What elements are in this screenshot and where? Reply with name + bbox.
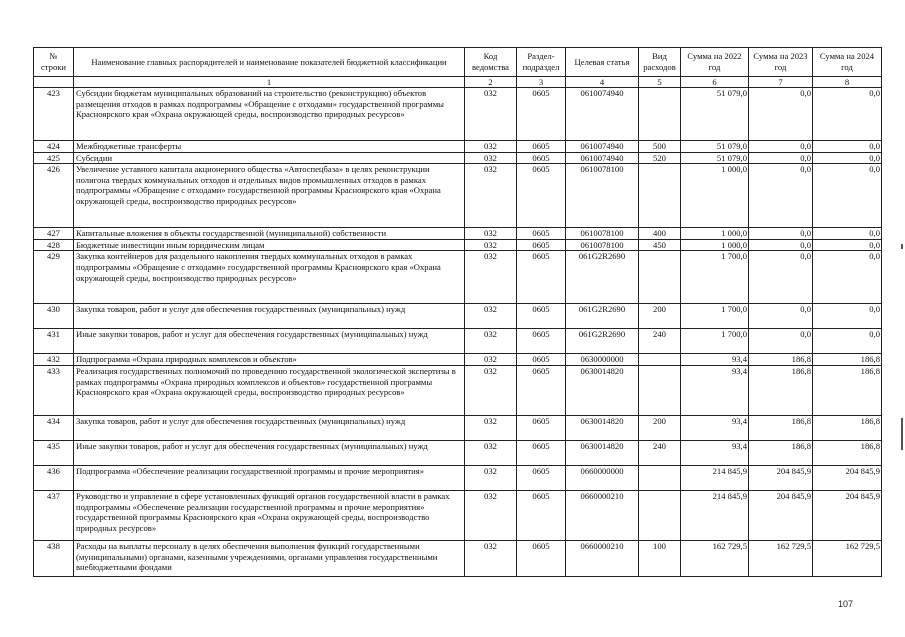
- row-name: Закупка товаров, работ и услуг для обеспечения государственных (муниципальных) нужд: [74, 304, 465, 329]
- row-target: 061G2R2690: [566, 251, 639, 304]
- row-dept: 032: [465, 251, 517, 304]
- row-sum-2022: 51 079,0: [681, 141, 749, 153]
- table-row: [34, 465, 882, 490]
- row-kind: 100: [639, 540, 681, 576]
- row-kind: [639, 354, 681, 366]
- index-cell: 6: [681, 77, 749, 88]
- row-sum-2024: 0,0: [813, 329, 882, 354]
- header-kind: Вид расходов: [639, 48, 681, 77]
- header-sum-2022: Сумма на 2022 год: [681, 48, 749, 77]
- row-target: 0630014820: [566, 415, 639, 440]
- table-header-row: [34, 48, 882, 77]
- row-sum-2024: 0,0: [813, 152, 882, 164]
- row-number: 435: [34, 440, 74, 465]
- row-target: 0660000210: [566, 490, 639, 540]
- row-kind: [639, 88, 681, 141]
- row-dept: 032: [465, 465, 517, 490]
- index-cell: 8: [813, 77, 882, 88]
- row-kind: 200: [639, 304, 681, 329]
- row-section: 0605: [517, 228, 566, 240]
- row-target: 0610074940: [566, 152, 639, 164]
- row-number: 437: [34, 490, 74, 540]
- row-number: 432: [34, 354, 74, 366]
- row-sum-2024: 186,8: [813, 354, 882, 366]
- row-kind: 240: [639, 440, 681, 465]
- row-number: 433: [34, 365, 74, 415]
- row-sum-2024: 0,0: [813, 251, 882, 304]
- row-number: 429: [34, 251, 74, 304]
- row-sum-2024: 0,0: [813, 141, 882, 153]
- row-kind: 450: [639, 239, 681, 251]
- row-name: Подпрограмма «Обеспечение реализации государственной программы и прочие мероприятия»: [74, 465, 465, 490]
- row-sum-2023: 0,0: [749, 239, 813, 251]
- row-section: 0605: [517, 354, 566, 366]
- row-sum-2023: 0,0: [749, 164, 813, 228]
- row-dept: 032: [465, 228, 517, 240]
- row-dept: 032: [465, 440, 517, 465]
- row-section: 0605: [517, 465, 566, 490]
- row-sum-2022: 51 079,0: [681, 152, 749, 164]
- page-number: 107: [838, 599, 854, 609]
- row-kind: [639, 164, 681, 228]
- row-section: 0605: [517, 490, 566, 540]
- row-sum-2023: 0,0: [749, 329, 813, 354]
- row-sum-2023: 0,0: [749, 228, 813, 240]
- column-index-row: [34, 77, 882, 88]
- table-row: [34, 365, 882, 415]
- row-sum-2022: 1 700,0: [681, 251, 749, 304]
- row-sum-2024: 0,0: [813, 164, 882, 228]
- row-sum-2022: 1 000,0: [681, 228, 749, 240]
- row-number: 428: [34, 239, 74, 251]
- row-section: 0605: [517, 304, 566, 329]
- row-number: 438: [34, 540, 74, 576]
- row-target: 0660000000: [566, 465, 639, 490]
- row-sum-2023: 186,8: [749, 354, 813, 366]
- scan-edge-mark: [901, 418, 903, 450]
- index-cell: 1: [74, 77, 465, 88]
- row-section: 0605: [517, 251, 566, 304]
- header-dept: Код ведомства: [465, 48, 517, 77]
- row-number: 436: [34, 465, 74, 490]
- row-sum-2023: 0,0: [749, 251, 813, 304]
- row-section: 0605: [517, 540, 566, 576]
- index-cell: 4: [566, 77, 639, 88]
- row-name: Руководство и управление в сфере установленных функций органов государственной власти в рамках подпрограммы «Обеспечение реализации государственной программы и прочие мероприятия» государственной программы Красноярского края «Охрана окружающей среды, воспроизводство природных ресурсов»: [74, 490, 465, 540]
- row-number: 431: [34, 329, 74, 354]
- table-row: [34, 88, 882, 141]
- row-section: 0605: [517, 415, 566, 440]
- row-sum-2024: 186,8: [813, 440, 882, 465]
- row-name: Иные закупки товаров, работ и услуг для обеспечения государственных (муниципальных) нужд: [74, 440, 465, 465]
- header-num: № строки: [34, 48, 74, 77]
- row-target: 061G2R2690: [566, 304, 639, 329]
- header-name: Наименование главных распорядителей и наименование показателей бюджетной классификации: [74, 48, 465, 77]
- row-sum-2024: 0,0: [813, 88, 882, 141]
- row-sum-2023: 186,8: [749, 440, 813, 465]
- row-sum-2022: 93,4: [681, 365, 749, 415]
- row-number: 434: [34, 415, 74, 440]
- row-section: 0605: [517, 329, 566, 354]
- row-name: Субсидии: [74, 152, 465, 164]
- row-name: Межбюджетные трансферты: [74, 141, 465, 153]
- row-sum-2024: 186,8: [813, 415, 882, 440]
- row-sum-2023: 162 729,5: [749, 540, 813, 576]
- row-dept: 032: [465, 365, 517, 415]
- row-number: 426: [34, 164, 74, 228]
- table-row: [34, 228, 882, 240]
- row-dept: 032: [465, 239, 517, 251]
- table-row: [34, 540, 882, 576]
- table-row: [34, 239, 882, 251]
- row-sum-2024: 0,0: [813, 239, 882, 251]
- table-row: [34, 440, 882, 465]
- table-row: [34, 354, 882, 366]
- row-name: Реализация государственных полномочий по проведению государственной экологической экспертизы в рамках подпрограммы «Охрана природных комплексов и объектов» государственной программы Красноярского края «Охрана окружающей среды, воспроизводство природных ресурсов»: [74, 365, 465, 415]
- row-dept: 032: [465, 354, 517, 366]
- row-name: Субсидии бюджетам муниципальных образований на строительство (реконструкцию) объектов размещения отходов в рамках подпрограммы «Обращение с отходами» государственной программы Красноярского края «Охрана окружающей среды, воспроизводство природных ресурсов»: [74, 88, 465, 141]
- row-sum-2022: 1 700,0: [681, 329, 749, 354]
- row-dept: 032: [465, 329, 517, 354]
- row-dept: 032: [465, 490, 517, 540]
- row-kind: [639, 490, 681, 540]
- row-name: Бюджетные инвестиции иным юридическим лицам: [74, 239, 465, 251]
- row-target: 0610078100: [566, 239, 639, 251]
- row-sum-2024: 204 845,9: [813, 490, 882, 540]
- row-section: 0605: [517, 164, 566, 228]
- row-sum-2022: 93,4: [681, 415, 749, 440]
- table-row: [34, 304, 882, 329]
- row-sum-2022: 214 845,9: [681, 465, 749, 490]
- table-body: [34, 88, 882, 577]
- row-sum-2023: 0,0: [749, 88, 813, 141]
- row-name: Иные закупки товаров, работ и услуг для обеспечения государственных (муниципальных) нужд: [74, 329, 465, 354]
- row-name: Подпрограмма «Охрана природных комплексов и объектов»: [74, 354, 465, 366]
- table-row: [34, 152, 882, 164]
- row-sum-2023: 186,8: [749, 415, 813, 440]
- row-sum-2023: 0,0: [749, 304, 813, 329]
- row-target: 0610074940: [566, 88, 639, 141]
- row-sum-2023: 204 845,9: [749, 490, 813, 540]
- row-name: Закупка товаров, работ и услуг для обеспечения государственных (муниципальных) нужд: [74, 415, 465, 440]
- row-section: 0605: [517, 365, 566, 415]
- row-number: 427: [34, 228, 74, 240]
- row-section: 0605: [517, 239, 566, 251]
- row-kind: 520: [639, 152, 681, 164]
- row-sum-2022: 1 700,0: [681, 304, 749, 329]
- row-sum-2022: 214 845,9: [681, 490, 749, 540]
- row-kind: [639, 365, 681, 415]
- row-sum-2024: 204 845,9: [813, 465, 882, 490]
- row-name: Закупка контейнеров для раздельного накопления твердых коммунальных отходов в рамках подпрограммы «Обращение с отходами» государственной программы Красноярского края «Охрана окружающей среды, воспроизводство природных ресурсов»: [74, 251, 465, 304]
- header-section: Раздел-подраздел: [517, 48, 566, 77]
- budget-table: [33, 47, 882, 577]
- row-sum-2023: 186,8: [749, 365, 813, 415]
- row-dept: 032: [465, 540, 517, 576]
- table-row: [34, 141, 882, 153]
- row-kind: 200: [639, 415, 681, 440]
- row-section: 0605: [517, 141, 566, 153]
- row-sum-2022: 1 000,0: [681, 239, 749, 251]
- index-cell: 3: [517, 77, 566, 88]
- index-cell: [34, 77, 74, 88]
- row-sum-2022: 93,4: [681, 354, 749, 366]
- row-dept: 032: [465, 164, 517, 228]
- row-number: 424: [34, 141, 74, 153]
- row-target: 0630000000: [566, 354, 639, 366]
- row-sum-2023: 0,0: [749, 141, 813, 153]
- row-number: 423: [34, 88, 74, 141]
- row-target: 0610078100: [566, 228, 639, 240]
- header-target: Целевая статья: [566, 48, 639, 77]
- row-dept: 032: [465, 415, 517, 440]
- row-sum-2023: 0,0: [749, 152, 813, 164]
- row-sum-2022: 51 079,0: [681, 88, 749, 141]
- row-section: 0605: [517, 440, 566, 465]
- row-dept: 032: [465, 141, 517, 153]
- row-number: 425: [34, 152, 74, 164]
- row-kind: 500: [639, 141, 681, 153]
- row-target: 0630014820: [566, 365, 639, 415]
- budget-table-container: [33, 47, 881, 577]
- row-kind: [639, 251, 681, 304]
- table-row: [34, 329, 882, 354]
- row-sum-2024: 0,0: [813, 304, 882, 329]
- row-number: 430: [34, 304, 74, 329]
- row-section: 0605: [517, 88, 566, 141]
- row-name: Расходы на выплаты персоналу в целях обеспечения выполнения функций государственными (муниципальными) органами, казенными учреждениями, органами управления государственными внебюджетными фондами: [74, 540, 465, 576]
- row-target: 0660000210: [566, 540, 639, 576]
- row-kind: [639, 465, 681, 490]
- table-row: [34, 490, 882, 540]
- row-sum-2022: 162 729,5: [681, 540, 749, 576]
- row-sum-2024: 162 729,5: [813, 540, 882, 576]
- row-dept: 032: [465, 304, 517, 329]
- index-cell: 2: [465, 77, 517, 88]
- header-sum-2024: Сумма на 2024 год: [813, 48, 882, 77]
- index-cell: 5: [639, 77, 681, 88]
- row-target: 0610078100: [566, 164, 639, 228]
- row-dept: 032: [465, 88, 517, 141]
- row-dept: 032: [465, 152, 517, 164]
- table-row: [34, 251, 882, 304]
- row-target: 0610074940: [566, 141, 639, 153]
- header-sum-2023: Сумма на 2023 год: [749, 48, 813, 77]
- row-name: Увеличение уставного капитала акционерного общества «Автоспецбаза» в целях реконструкции полигона твердых коммунальных отходов и отдельных видов промышленных отходов в рамках подпрограммы «Обращение с отходами» государственной программы Красноярского края «Охрана окружающей среды, воспроизводство природных ресурсов»: [74, 164, 465, 228]
- table-row: [34, 415, 882, 440]
- row-sum-2024: 186,8: [813, 365, 882, 415]
- scan-edge-mark: [901, 244, 903, 249]
- row-target: 061G2R2690: [566, 329, 639, 354]
- row-sum-2024: 0,0: [813, 228, 882, 240]
- row-sum-2022: 1 000,0: [681, 164, 749, 228]
- row-kind: 240: [639, 329, 681, 354]
- row-sum-2023: 204 845,9: [749, 465, 813, 490]
- row-target: 0630014820: [566, 440, 639, 465]
- row-name: Капитальные вложения в объекты государственной (муниципальной) собственности: [74, 228, 465, 240]
- row-kind: 400: [639, 228, 681, 240]
- row-section: 0605: [517, 152, 566, 164]
- table-row: [34, 164, 882, 228]
- row-sum-2022: 93,4: [681, 440, 749, 465]
- index-cell: 7: [749, 77, 813, 88]
